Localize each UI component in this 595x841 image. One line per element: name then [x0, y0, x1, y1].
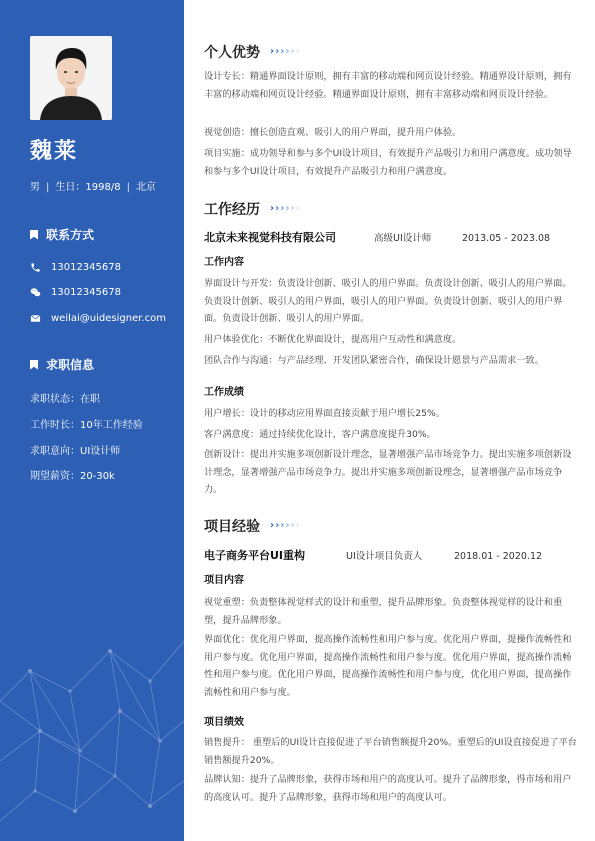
contact-wechat[interactable]: 13012345678: [30, 287, 121, 298]
work-result-title: 工作成绩: [204, 387, 244, 398]
project-date: 2018.01 - 2020.12: [454, 551, 543, 562]
project-content-1: 视觉重塑：负责整体视觉样式的设计和重塑，提升品牌形象。负责整体视觉样的设计和重塑，提升品牌形象。: [204, 597, 563, 626]
city: 北京: [135, 182, 156, 193]
network-decoration: [0, 611, 184, 841]
bookmark-icon: [30, 360, 38, 370]
work-content-title: 工作内容: [204, 257, 244, 268]
job-years: 工作时长：10年工作经验: [30, 420, 143, 431]
project-result-title: 项目绩效: [204, 717, 244, 728]
work-date: 2013.05 - 2023.08: [462, 233, 551, 244]
main-content: [204, 0, 580, 841]
project-content-title: 项目内容: [204, 575, 244, 586]
contact-phone[interactable]: 13012345678: [30, 262, 121, 273]
advantage-design: 设计专长：精通界面设计原则，拥有丰富的移动端和网页设计经验。精通界设计原则，拥有丰富的移动端和网页设计经验。精通界面设计原则，拥有丰富移动端和网页设计经验。: [204, 71, 572, 100]
job-salary: 期望薪资：20-30k: [30, 471, 115, 482]
project-result-2: 品牌认知：提升了品牌形象，获得市场和用户的高度认可。提升了品牌形象，得市场和用户的高度认可。提升了品牌形象，获得市场和用户的高度认可。: [204, 774, 572, 803]
advantage-implementation: 项目实施：成功领导和参与多个UI设计项目，有效提升产品吸引力和用户满意度。成功领导和参与多个UI设计项目，有效提升产品吸引力和用户满意度。: [204, 148, 572, 177]
sidebar: [0, 0, 184, 841]
chevrons-icon: › › › › › ›: [270, 46, 300, 57]
company-name: 北京未来视觉科技有限公司: [204, 231, 336, 244]
project-content-2: 界面优化：优化用户界面，提高操作流畅性和用户参与度。优化用户界面，提操作流畅性和用户参与度。优化用户界面，提高操作流畅性和用户参与度。优化用户界面，提高操作流畅性和用户参与度。优化用户界面，提高操作流畅性和用户参与度，优化用户界面，提高操作流畅性和用户参与度。: [204, 634, 572, 699]
contact-email[interactable]: weilai@uidesigner.com: [30, 313, 166, 324]
project-result-1: 销售提升： 重塑后的UI设计直接促进了平台销售额提升20%。重塑后的UI设直接促进了平台销售额提升20%。: [204, 737, 577, 766]
work-result-3: 创新设计：提出并实施多项创新设计理念，显著增强产品市场竞争力。提出实施多项创新设计理念，显著增强产品市场竞争力。提出并实施多项创新设理念，显著增强产品市场竞争力。: [204, 449, 572, 496]
work-result-2: 客户满意度：通过持续优化设计，客户满意度提升30%。: [204, 429, 436, 440]
job-intent: 求职意向：UI设计师: [30, 446, 121, 457]
advantage-visual: 视觉创造：擅长创造直观、吸引人的用户界面，提升用户体验。: [204, 127, 462, 138]
gender: 男: [30, 182, 40, 193]
section-project: 项目经验 › › › › › ›: [204, 519, 300, 535]
work-result-1: 用户增长：设计的移动应用界面直接贡献于用户增长25%。: [204, 408, 445, 419]
birthday: 生日：1998/8: [55, 182, 121, 193]
work-content-3: 团队合作与沟通：与产品经理、开发团队紧密合作，确保设计愿景与产品需求一致。: [204, 355, 544, 366]
profile-photo: [30, 36, 112, 120]
candidate-name: 魏莱: [30, 139, 79, 164]
contact-heading: 联系方式: [30, 226, 94, 243]
job-status: 求职状态：在职: [30, 394, 100, 405]
wechat-icon: [30, 287, 41, 298]
project-role: UI设计项目负责人: [346, 551, 423, 562]
work-role: 高级UI设计师: [374, 233, 432, 244]
email-icon: [30, 313, 41, 324]
job-heading: 求职信息: [30, 356, 94, 373]
work-content-2: 用户体验优化：不断优化界面设计，提高用户互动性和满意度。: [204, 334, 462, 345]
section-work: 工作经历 › › › › › ›: [204, 202, 300, 218]
chevrons-icon: › › › › › ›: [270, 203, 300, 214]
chevrons-icon: › › › › › ›: [270, 520, 300, 531]
project-header: [204, 547, 578, 563]
work-header: [204, 229, 578, 245]
project-name: 电子商务平台UI重构: [204, 549, 306, 562]
work-content-1: 界面设计与开发：负责设计创新、吸引人的用户界面。负责设计创新、吸引人的用户界面。负责设计创新、吸引人的用户界面，吸引人的用户界面。负责设计创新、吸引人的用户界面。负责设计创新、吸引人的用户界面。: [204, 278, 572, 325]
section-advantages: 个人优势 › › › › › ›: [204, 45, 300, 61]
basic-info: 男 | 生日：1998/8 | 北京: [30, 182, 156, 193]
phone-icon: [30, 262, 41, 273]
bookmark-icon: [30, 230, 38, 240]
